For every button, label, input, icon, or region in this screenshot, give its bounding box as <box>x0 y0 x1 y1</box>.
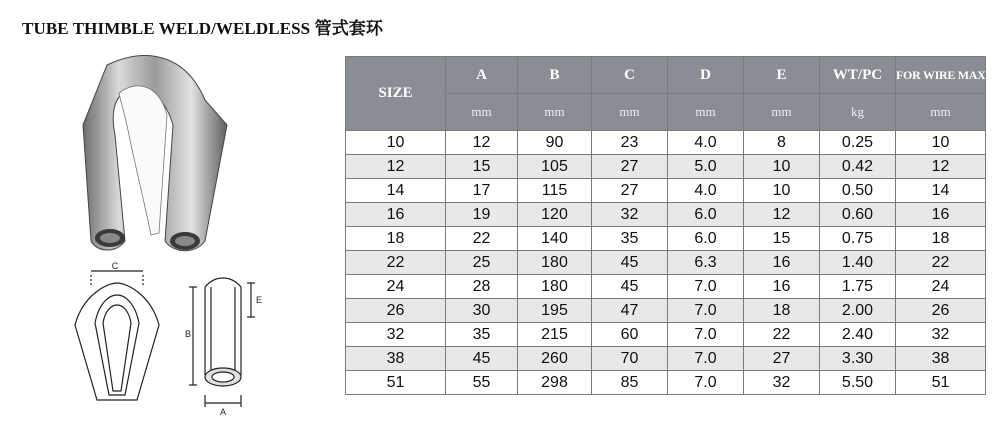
thimble-illustration <box>55 55 325 425</box>
table-cell: 30 <box>446 299 518 323</box>
table-cell: 17 <box>446 179 518 203</box>
table-cell: 32 <box>346 323 446 347</box>
table-cell: 32 <box>744 371 820 395</box>
table-body <box>346 131 986 395</box>
table-cell: 2.00 <box>820 299 896 323</box>
table-cell: 10 <box>744 155 820 179</box>
dimension-label-e: E <box>255 295 263 305</box>
unit-weight: kg <box>820 94 896 131</box>
table-cell: 27 <box>592 155 668 179</box>
dimension-label-c: C <box>111 261 119 271</box>
table-row <box>346 347 986 371</box>
table-cell: 27 <box>744 347 820 371</box>
table-row <box>346 299 986 323</box>
table-cell: 14 <box>896 179 986 203</box>
dimension-label-b: B <box>184 329 192 339</box>
table-cell: 140 <box>518 227 592 251</box>
table-row <box>346 275 986 299</box>
table-cell: 19 <box>446 203 518 227</box>
unit-d: mm <box>668 94 744 131</box>
table-cell: 60 <box>592 323 668 347</box>
table-cell: 45 <box>592 251 668 275</box>
table-cell: 1.75 <box>820 275 896 299</box>
table-cell: 4.0 <box>668 131 744 155</box>
table-cell: 18 <box>744 299 820 323</box>
table-row <box>346 227 986 251</box>
table-cell: 6.0 <box>668 203 744 227</box>
table-row <box>346 179 986 203</box>
table-cell: 15 <box>744 227 820 251</box>
table-row <box>346 371 986 395</box>
table-cell: 28 <box>446 275 518 299</box>
table-cell: 7.0 <box>668 323 744 347</box>
column-header-c: C <box>592 57 668 94</box>
unit-c: mm <box>592 94 668 131</box>
table-cell: 0.60 <box>820 203 896 227</box>
table-cell: 22 <box>346 251 446 275</box>
table-cell: 51 <box>896 371 986 395</box>
unit-b: mm <box>518 94 592 131</box>
table-cell: 5.0 <box>668 155 744 179</box>
column-header-weight: WT/PC <box>820 57 896 94</box>
table-cell: 4.0 <box>668 179 744 203</box>
table-cell: 55 <box>446 371 518 395</box>
table-cell: 5.50 <box>820 371 896 395</box>
table-row <box>346 131 986 155</box>
table-cell: 7.0 <box>668 347 744 371</box>
table-cell: 7.0 <box>668 275 744 299</box>
size-header: SIZE <box>346 57 446 131</box>
table-cell: 12 <box>446 131 518 155</box>
table-cell: 7.0 <box>668 299 744 323</box>
table-cell: 18 <box>896 227 986 251</box>
table-cell: 16 <box>896 203 986 227</box>
table-cell: 16 <box>744 251 820 275</box>
table-row <box>346 251 986 275</box>
header-row <box>346 57 986 94</box>
table-cell: 26 <box>896 299 986 323</box>
page-title: TUBE THIMBLE WELD/WELDLESS 管式套环 <box>22 19 383 38</box>
table-cell: 2.40 <box>820 323 896 347</box>
table-cell: 90 <box>518 131 592 155</box>
column-header-d: D <box>668 57 744 94</box>
table-cell: 16 <box>744 275 820 299</box>
table-cell: 10 <box>346 131 446 155</box>
table-cell: 25 <box>446 251 518 275</box>
table-cell: 0.50 <box>820 179 896 203</box>
table-cell: 105 <box>518 155 592 179</box>
table-cell: 14 <box>346 179 446 203</box>
table-cell: 0.42 <box>820 155 896 179</box>
table-cell: 27 <box>592 179 668 203</box>
table-cell: 70 <box>592 347 668 371</box>
table-cell: 85 <box>592 371 668 395</box>
table-row <box>346 203 986 227</box>
table-cell: 16 <box>346 203 446 227</box>
unit-a: mm <box>446 94 518 131</box>
table-cell: 6.3 <box>668 251 744 275</box>
front-view-drawing <box>75 271 159 400</box>
spec-table <box>345 56 989 395</box>
table-cell: 38 <box>896 347 986 371</box>
column-header-a: A <box>446 57 518 94</box>
table-cell: 6.0 <box>668 227 744 251</box>
table-cell: 23 <box>592 131 668 155</box>
column-header-b: B <box>518 57 592 94</box>
table-cell: 0.75 <box>820 227 896 251</box>
table-cell: 45 <box>592 275 668 299</box>
table-cell: 22 <box>446 227 518 251</box>
thimble-photo <box>83 56 227 251</box>
unit-e: mm <box>744 94 820 131</box>
table-cell: 1.40 <box>820 251 896 275</box>
side-view-drawing <box>189 278 255 407</box>
table-cell: 120 <box>518 203 592 227</box>
table-cell: 47 <box>592 299 668 323</box>
table-cell: 51 <box>346 371 446 395</box>
table-cell: 12 <box>346 155 446 179</box>
table-cell: 115 <box>518 179 592 203</box>
table-cell: 32 <box>592 203 668 227</box>
dimension-label-a: A <box>219 407 227 417</box>
table-cell: 26 <box>346 299 446 323</box>
table-cell: 180 <box>518 275 592 299</box>
table-row <box>346 323 986 347</box>
table-cell: 10 <box>896 131 986 155</box>
table-cell: 15 <box>446 155 518 179</box>
table-cell: 298 <box>518 371 592 395</box>
table-cell: 7.0 <box>668 371 744 395</box>
table-cell: 24 <box>346 275 446 299</box>
table-cell: 35 <box>592 227 668 251</box>
table-cell: 195 <box>518 299 592 323</box>
table-cell: 10 <box>744 179 820 203</box>
table-cell: 8 <box>744 131 820 155</box>
table-cell: 35 <box>446 323 518 347</box>
column-header-wire-max: FOR WIRE MAX. <box>896 57 986 94</box>
table-cell: 22 <box>896 251 986 275</box>
table-cell: 22 <box>744 323 820 347</box>
table-cell: 0.25 <box>820 131 896 155</box>
unit-wire-max: mm <box>896 94 986 131</box>
table-cell: 18 <box>346 227 446 251</box>
table-cell: 45 <box>446 347 518 371</box>
table-cell: 24 <box>896 275 986 299</box>
table-row <box>346 155 986 179</box>
table-cell: 12 <box>896 155 986 179</box>
table-cell: 3.30 <box>820 347 896 371</box>
column-header-e: E <box>744 57 820 94</box>
table-cell: 12 <box>744 203 820 227</box>
table-cell: 38 <box>346 347 446 371</box>
table-cell: 180 <box>518 251 592 275</box>
table-cell: 260 <box>518 347 592 371</box>
table-cell: 32 <box>896 323 986 347</box>
table-cell: 215 <box>518 323 592 347</box>
